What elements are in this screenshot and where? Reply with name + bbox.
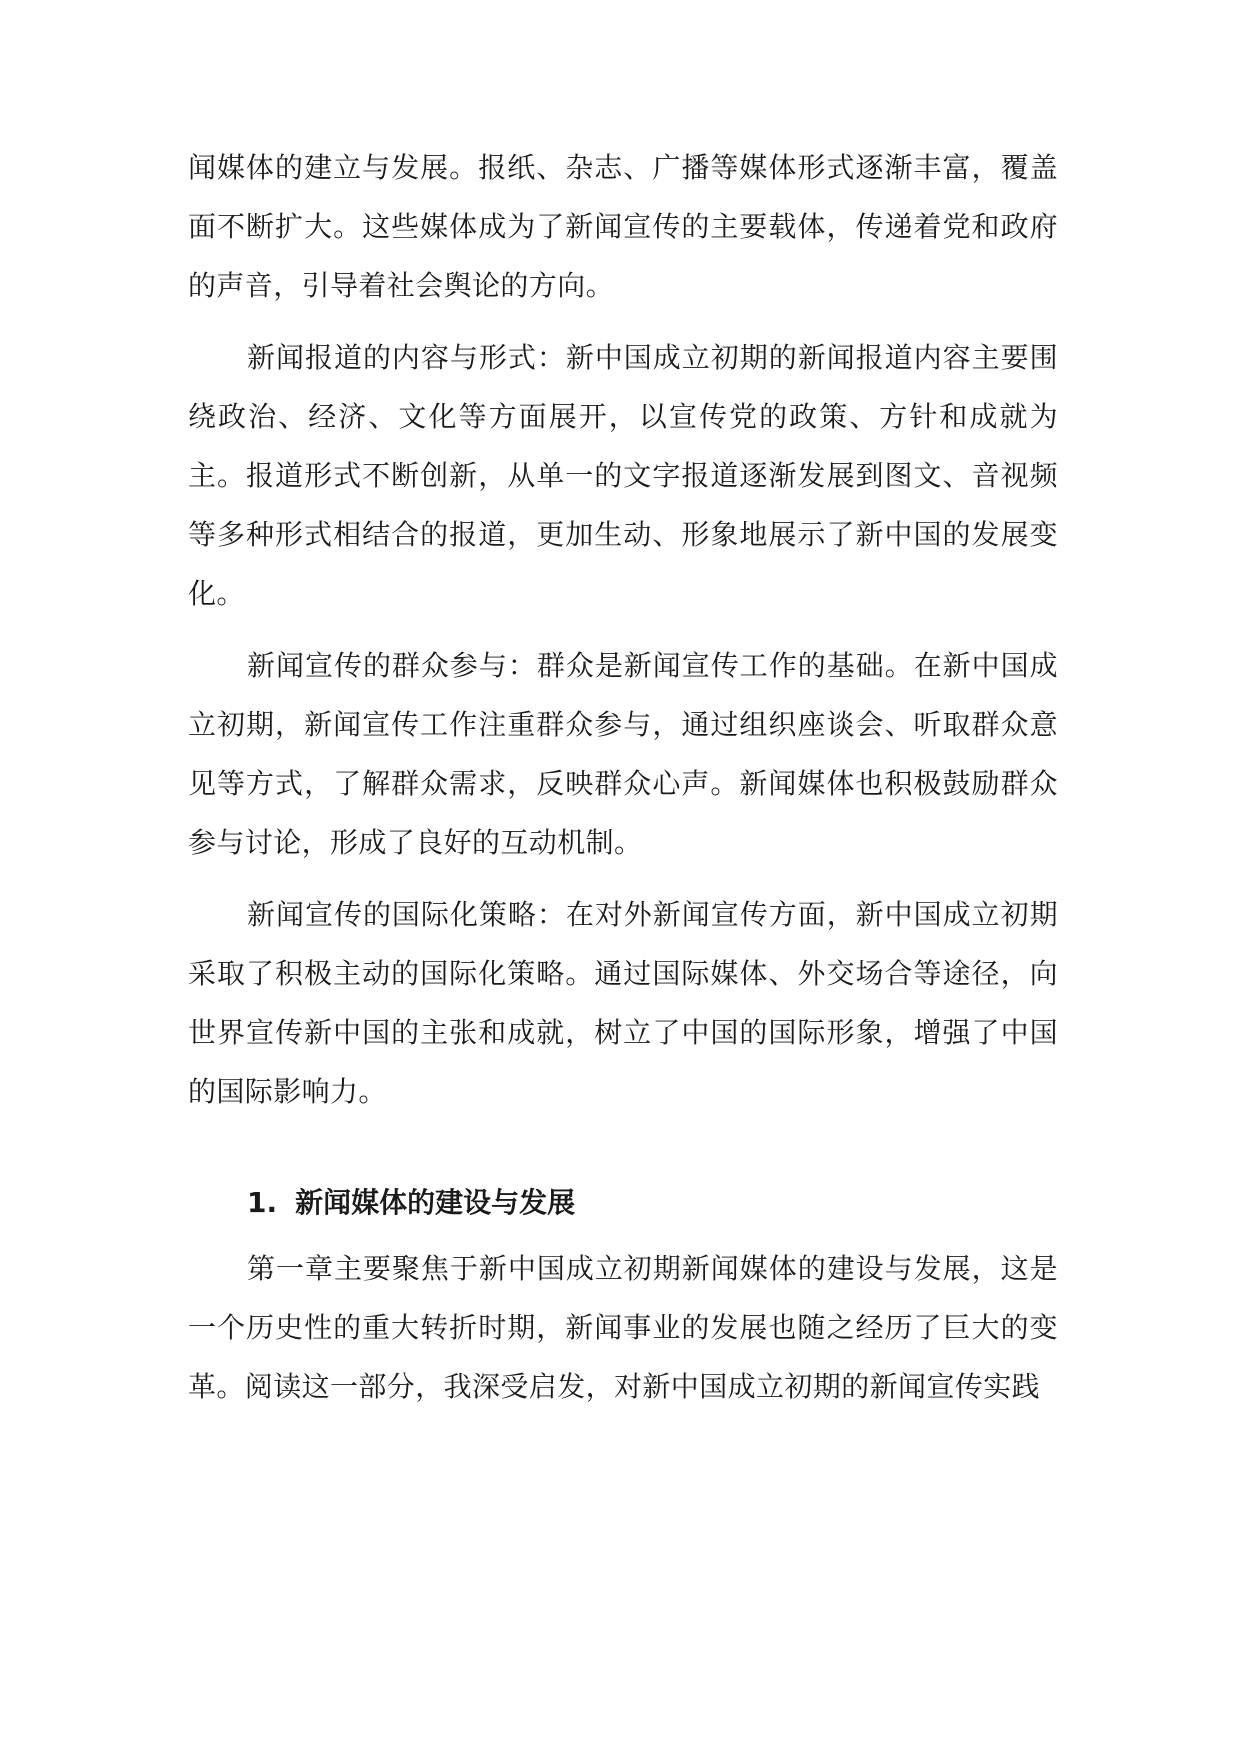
document-page: [188, 138, 1058, 1416]
section-number: 1.: [247, 1186, 278, 1219]
paragraph-media-establishment: 闻媒体的建立与发展。报纸、杂志、广播等媒体形式逐渐丰富，覆盖面不断扩大。这些媒体成为了新闻宣传的主要载体，传递着党和政府的声音，引导着社会舆论的方向。: [188, 151, 1058, 302]
paragraph-international-strategy: 新闻宣传的国际化策略：在对外新闻宣传方面，新中国成立初期采取了积极主动的国际化策略。通过国际媒体、外交场合等途径，向世界宣传新中国的主张和成就，树立了中国的国际形象，增强了中国的国际影响力。: [188, 898, 1058, 1108]
paragraph-public-participation: 新闻宣传的群众参与：群众是新闻宣传工作的基础。在新中国成立初期，新闻宣传工作注重群众参与，通过组织座谈会、听取群众意见等方式，了解群众需求，反映群众心声。新闻媒体也积极鼓励群众参与讨论，形成了良好的互动机制。: [188, 649, 1058, 859]
paragraph-chapter-one: 第一章主要聚焦于新中国成立初期新闻媒体的建设与发展，这是一个历史性的重大转折时期，新闻事业的发展也随之经历了巨大的变革。阅读这一部分，我深受启发，对新中国成立初期的新闻宣传实践: [188, 1252, 1058, 1403]
section-title: 新闻媒体的建设与发展: [295, 1186, 576, 1219]
section-heading: [188, 1173, 1058, 1232]
paragraph-reporting-content: 新闻报道的内容与形式：新中国成立初期的新闻报道内容主要围绕政治、经济、文化等方面展开，以宣传党的政策、方针和成就为主。报道形式不断创新，从单一的文字报道逐渐发展到图文、音视频等多种形式相结合的报道，更加生动、形象地展示了新中国的发展变化。: [188, 341, 1058, 610]
